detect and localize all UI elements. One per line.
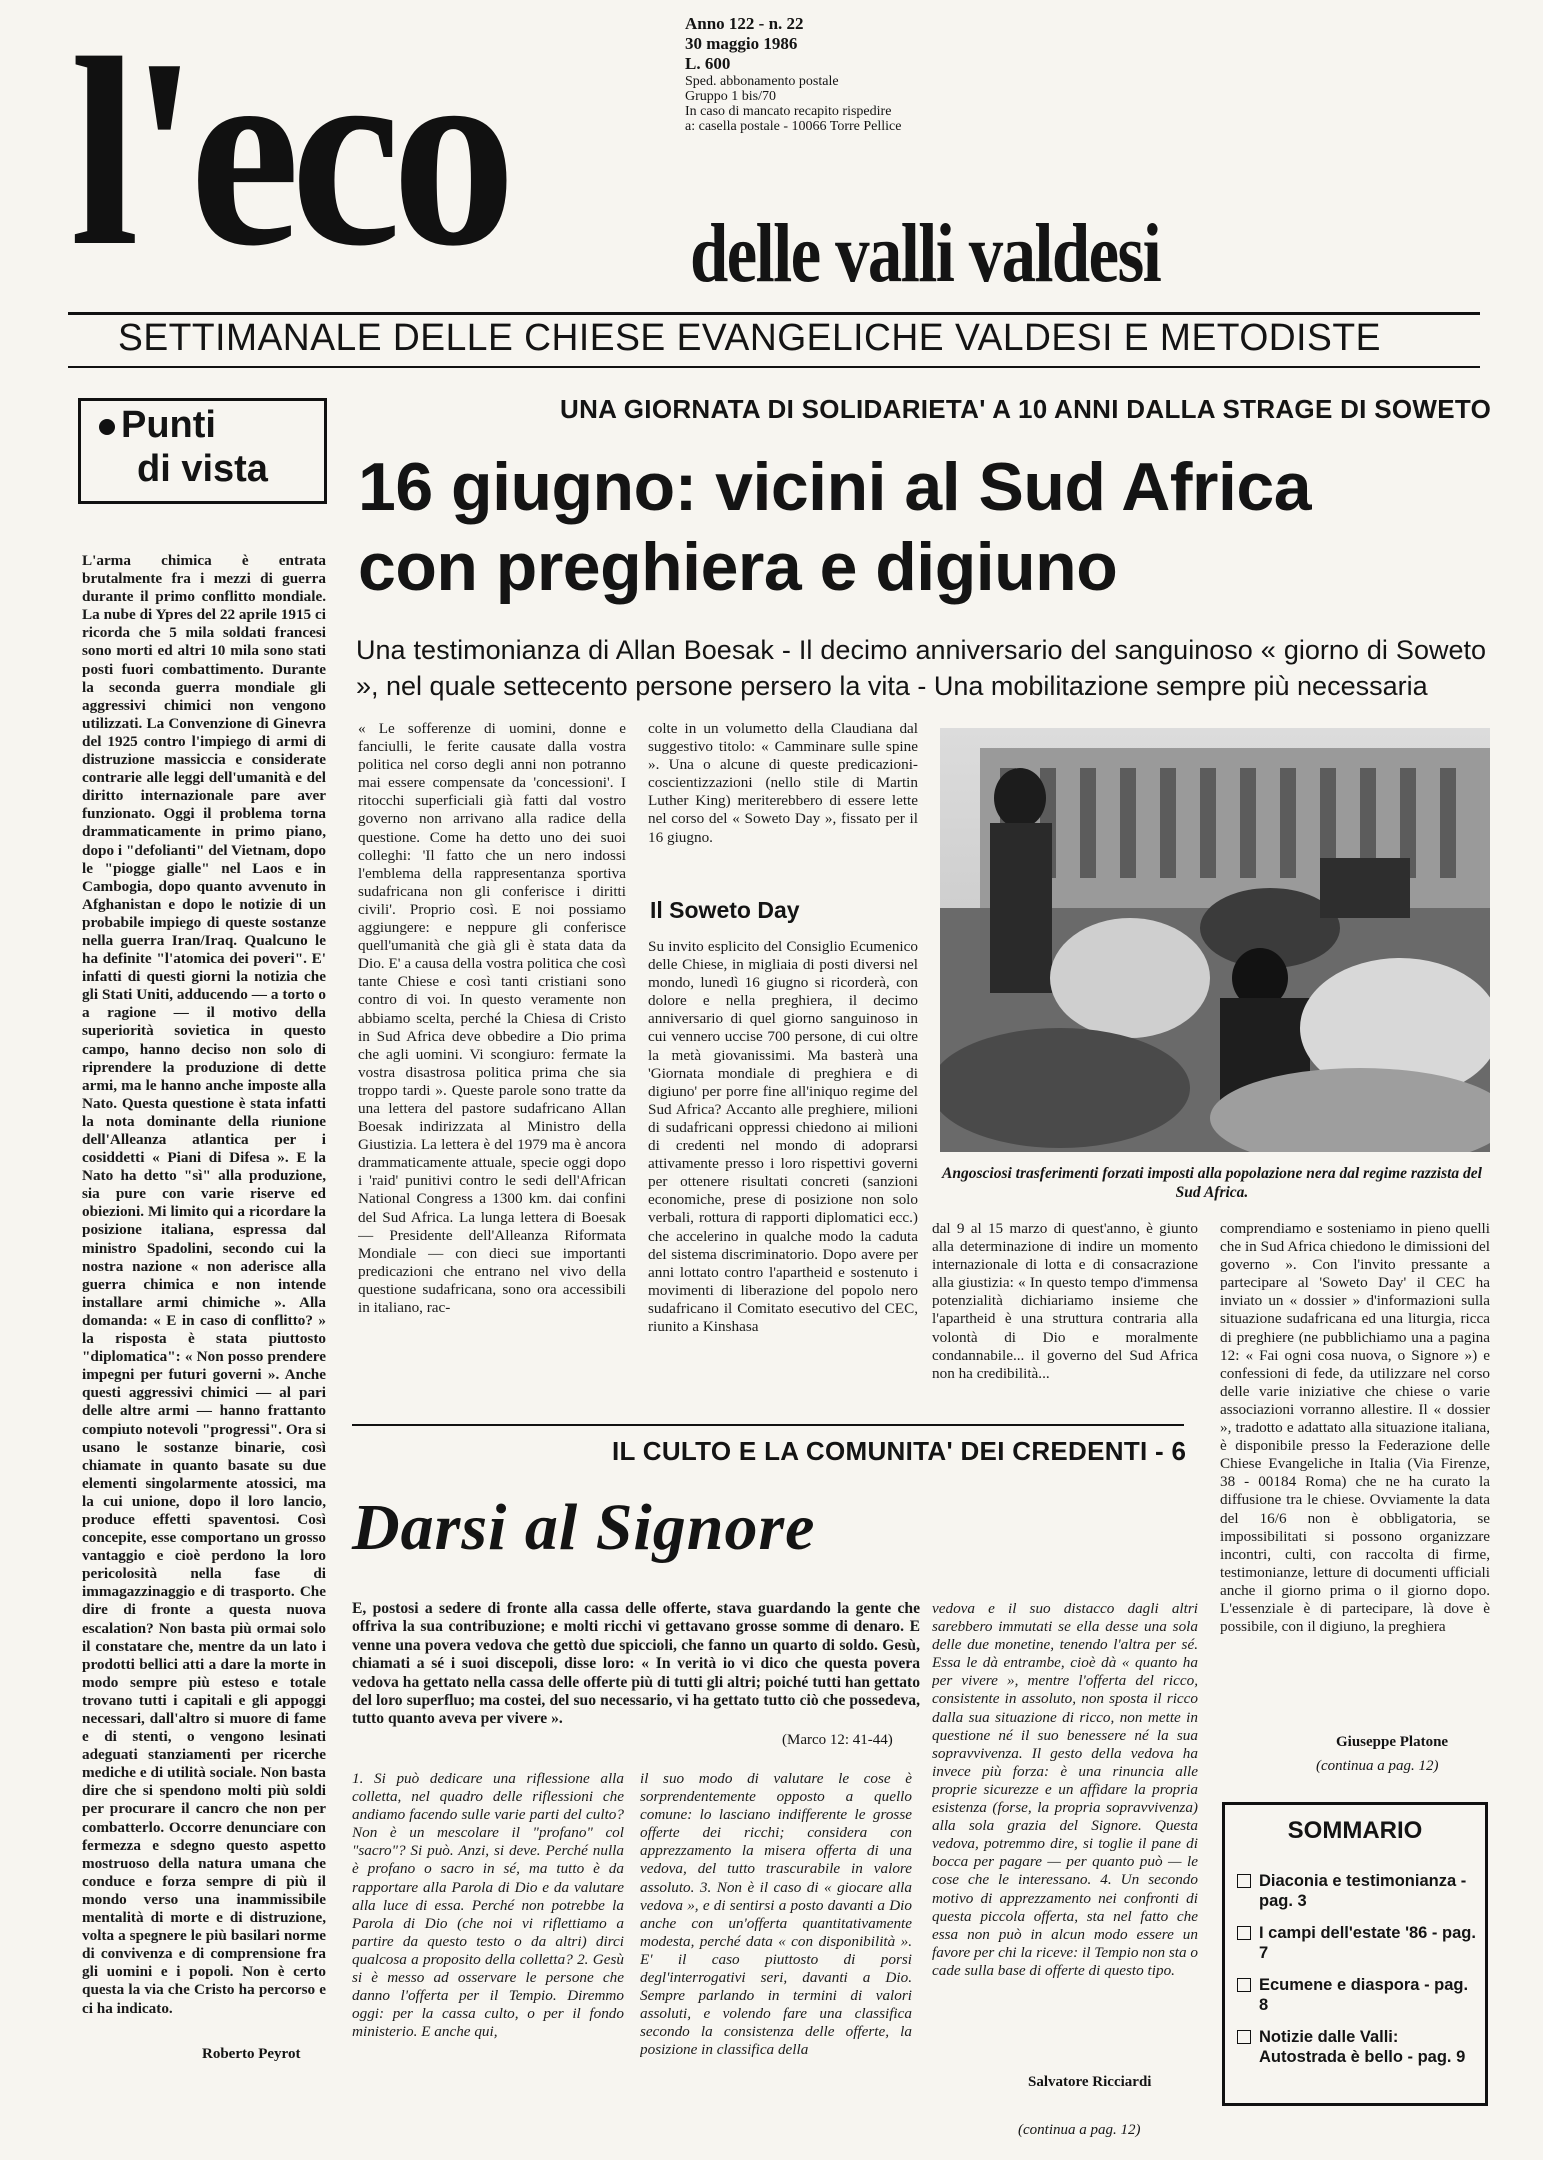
sommario-box [1222,1802,1488,2106]
lead-kicker: UNA GIORNATA DI SOLIDARIETA' A 10 ANNI DALLA STRAGE DI SOWETO [560,394,1492,424]
culto-column-3: vedova e il suo distacco dagli altri sarebbero immutati se ella desse una sola delle due monetine, tenendo l'altra per sé. Essa le dà entrambe, cioè dà « quanto ha per vivere », mentre l'offerta del ricco, consistente in assoluto, non sposta il ricco dalla sua situazione di ricco, non mette in questione né il suo benessere né la sua sopravvivenza. Il gesto della vedova ha invece più forza: è una rinuncia alle proprie sicurezze e un affidare la propria esistenza (forse, la propria sopravvivenza) alla sola grazia del Signore. Questa vedova, potremmo dire, si toglie il pane di bocca per pagare — per quanto può — le cose che le interessano. 4. Un secondo motivo di apprezzamento nei confronti di questa piccola offerta, sta nel fatto che essa non può in alcun modo essere un favore per chi la riceve: il Tempio non sta o cade sulla base di offerte di questo tipo. [932,1600,1198,1979]
culto-continued: (continua a pag. 12) [1018,2122,1141,2138]
lead-column-4: comprendiamo e sosteniamo in pieno quelli che in Sud Africa chiedono le dimissioni del governo ». Con l'invito pressante a partecipare al 'Soweto Day' il CEC ha inviato un « dossier » d'informazioni sulla situazione sudafricana ed una liturgia, ricca di preghiere (ne pubblichiamo una a pagina 12: « Fai ogni cosa nuova, o Signore ») e confessioni di fede, da utilizzare nel corso delle varie iniziative che chiese o varie associazioni vorranno allestire. Il « dossier », tradotto e adattato alla situazione italiana, è disponibile presso la Federazione delle Chiese Evangeliche in Italia (Via Firenze, 38 - 00184 Roma) che ne ha curato la diffusione tra le chiese. Ovviamente la data del 16/6 non è obbligatoria, se impossibilitati si possono organizzare incontri, culti, con raccolta di firme, testimonianze, letture di documenti ufficiali anche il giorno prima o il giorno dopo. L'essenziale è di partecipare, là dove è possibile, con il digiuno, la preghiera [1220,1220,1490,1636]
lead-column-2a: colte in un volumetto della Claudiana dal suggestivo titolo: « Camminare sulle spine ». Una o alcune di queste predicazioni-coscientizzazioni (nello stile di Martin Luther King) meriterebbero di essere lette nel corso del « Soweto Day », fissato per il 16 giugno. [648,720,918,846]
sommario-item-label: Ecumene e diaspora - pag. 8 [1259,1976,1469,2014]
culto-section-title: IL CULTO E LA COMUNITA' DEI CREDENTI - 6 [612,1436,1187,1466]
di-vista-label: di vista [137,448,268,490]
culto-reference: (Marco 12: 41-44) [782,1732,893,1748]
postal-line: Sped. abbonamento postale [685,74,839,89]
lead-signature: Giuseppe Platone [1336,1734,1449,1750]
checkbox-icon [1237,1926,1251,1940]
issue-price: L. 600 [685,54,731,73]
culto-column-1: 1. Si può dedicare una riflessione alla colletta, nel quadro delle riflessioni che andiamo facendo sulle varie parti del culto? Non è un mescolare il "profano" col "sacro"? Si può. Anzi, si deve. Perché nulla è profano o sacro in sé, ma tutto è da rapportare alla Parola di Dio e da valutare alla luce di essa. Perché non potrebbe la Parola di Dio (che noi vi riflettiamo a partire da questo testo o da altri) dirci qualcosa a proposito della colletta? 2. Gesù si è messo ad osservare le persone che danno l'offerta per il Tempio. Diremmo oggi: per la cassa culto, o per il fondo ministerio. E anche qui, [352,1770,624,2041]
bullet-icon [99,419,115,435]
lead-column-3: dal 9 al 15 marzo di quest'anno, è giunto alla determinazione di indire un momento internazionale di lotta e di consacrazione alla giustizia: « In questo tempo d'immensa potenzialità dichiariamo insieme che l'apartheid è una struttura contraria alla volontà di Dio e moralmente condannabile... il governo del Sud Africa non ha credibilità... [932,1220,1198,1382]
checkbox-icon [1237,1978,1251,1992]
lead-subheadline: Una testimonianza di Allan Boesak - Il decimo anniversario del sanguinoso « giorno di Soweto », nel quale settecento persone persero la vita - Una mobilitazione sempre più necessaria [356,635,1486,701]
culto-signature: Salvatore Ricciardi [1028,2074,1152,2090]
masthead-rule [68,312,1480,315]
sommario-item-label: Diaconia e testimonianza - pag. 3 [1259,1872,1467,1910]
postal-line: In caso di mancato recapito rispedire [685,104,892,119]
punti-di-vista-box [78,398,327,504]
issue-info [685,14,901,134]
lead-column-1: « Le sofferenze di uomini, donne e fanciulli, le ferite causate dalla vostra politica nel corso degli anni non potranno mai essere compensate da 'concessioni'. I ritocchi superficiali già fatti dal vostro governo non arrivano alla radice della questione. Come ha detto uno dei suoi colleghi: 'Il fatto che un nero indossi l'emblema della rappresentanza sportiva sudafricana non gli conferisce i diritti civili'. Proprio così. E noi possiamo aggiungere: e neppure gli conferisce quell'umanità che già gli è stata data da Dio. E' a causa della vostra politica che così tante Chiese e così tanti cristiani sono contro di voi. In questo veramente non abbiamo scelta, perché la Chiesa di Cristo in Sud Africa deve obbedire a Dio prima che agli uomini. Vi scongiuro: fermate la vostra disastrosa politica prima che sia troppo tardi ». Queste parole sono tratte da una lettera del pastore sudafricano Allan Boesak indirizzata al Ministro della Giustizia. La lettera è del 1979 ma è ancora drammaticamente attuale, specie oggi dopo i 'raid' punitivi contro le sedi dell'African National Congress a 1300 km. dai confini del Sud Africa. La lunga lettera di Boesak — Presidente dell'Alleanza Riformata Mondiale — con dieci sue importanti predicazioni che entrano nel vivo della questione sudafricana, sono ora accessibili in italiano, rac- [358,720,626,1316]
punti-di-vista-text: L'arma chimica è entrata brutalmente fra i mezzi di guerra durante il primo conflitto mondiale. La nube di Ypres del 22 aprile 1915 ci ricorda che 5 mila soldati francesi sono morti ed altri 10 mila sono stati posti fuori combattimento. Durante la seconda guerra mondiale gli aggressivi chimici non vengono utilizzati. La Convenzione di Ginevra del 1925 contro l'impiego di armi di distruzione massiccia e considerate contrarie alle leggi dell'umanità e del diritto internazionale pare aver funzionato. Oggi il problema torna drammaticamente in primo piano, dopo i "defolianti" del Vietnam, dopo le "piogge gialle" nel Laos e in Cambogia, dopo quanto avvenuto in Afghanistan e dopo le notizie di un probabile impiego di queste sostanze nella guerra Iran/Iraq. Qualcuno le ha definite "l'atomica dei poveri". E' infatti di questi giorni la notizia che gli Stati Uniti, adducendo — a torto o a ragione — il motivo della superiorità sovietica in questo campo, hanno deciso non solo di riprendere la produzione di dette armi, ma le hanno anche imposte alla Nato. Questa questione è stata infatti la nota dominante della riunione dell'Alleanza atlantica per i cosiddetti « Piani di Difesa ». E la Nato ha detto "sì" alla produzione, sia pure con varie riserve ed obiezioni. Mi limito qui a ricordare la posizione italiana, espressa dal ministro Spadolini, secondo cui la nostra nazione « non aderisce alla guerra chimica e non intende installare armi chimiche ». Alla domanda: « E in caso di conflitto? » la risposta è stata piuttosto "diplomatica": « Non posso prendere impegni per futuri governi ». Anche questi aggressivi chimici — al pari delle altre armi — hanno frattanto compiuto notevoli "progressi". Ora si usano le sostanze binarie, così chiamate in quanto basate su due elementi singolarmente atossici, ma la cui unione, dopo il loro lancio, produce effetti spaventosi. Così concepite, esse comportano un grosso vantaggio e cioè perdono la loro pericolosità nella fase di immagazzinaggio e di trasporto. Che dire di fronte a questa nuova escalation? Non basta più ormai solo il constatare che, mentre da un lato i prodotti bellici atti a dare la morte in modo sempre più esteso e totale trovano tutti i capitali e gli appoggi necessari, dall'altro si muore di fame e di stenti, o vengono lesinati adeguati stanziamenti per ricerche mediche e di utilità sociale. Non basta dire che si spendono molti più soldi per procurare il cancro che non per combatterlo. Occorre denunciare con fermezza e sdegno questo aspetto mostruoso della natura umana che conduce e forza sempre di più il mondo verso una inammissibile mentalità di morte e di distruzione, volta a spegnere le più basilari norme di convivenza e di comprensione fra gli uomini e i popoli. Non è certo questa la via che Cristo ha percorso e ci ha indicato. [82,552,326,2017]
masthead-title: l'eco [70,3,507,302]
issue-number: Anno 122 - n. 22 [685,14,804,33]
culto-scripture: E, postosi a sedere di fronte alla cassa delle offerte, stava guardando la gente che offriva la sua contribuzione; e molti ricchi vi gettavano grosse somme di denaro. E venne una povera vedova che gettò due spiccioli, che fanno un quarto di soldo. Gesù, chiamati a sé i suoi discepoli, disse loro: « In verità io vi dico che questa povera vedova ha gettato nella cassa delle offerte più di tutti gli altri; poiché tutti han gettato del loro superfluo; ma costei, del suo necessario, vi ha gettato tutto ciò che possedeva, tutto quanto aveva per vivere ». [352,1600,920,1728]
masthead-rule [68,366,1480,368]
postal-line: Gruppo 1 bis/70 [685,89,776,104]
lead-column-2b: Su invito esplicito del Consiglio Ecumenico delle Chiese, in migliaia di posti diversi nel mondo, lunedì 16 giugno si ricorderà, con dolore e nella preghiera, il decimo anniversario di quel giorno sanguinoso in cui vennero uccise 700 persone, di cui oltre la metà giovanissimi. Ma basterà una 'Giornata mondiale di preghiera e di digiuno' per porre fine all'iniquo regime del Sud Africa? Accanto alle preghiere, milioni di sudafricani oppressi chiedono ai milioni di credenti nel mondo di adoprarsi attivamente presso i loro rispettivi governi per ottenere risultati concreti (sanzioni economiche, prese di posizione non solo verbali, rottura di rapporti diplomatici ecc.) che accelerino in qualche modo la caduta del sistema discriminatorio. Dopo avere per anni lottato contro l'apartheid e sostenuto i movimenti di liberazione del popolo nero sudafricano il Comitato esecutivo del CEC, riunito a Kinshasa [648,938,918,1335]
culto-title: Darsi al Signore [352,1491,816,1564]
news-photo [940,728,1490,1152]
sommario-item-label: I campi dell'estate '86 - pag. 7 [1259,1924,1476,1962]
punti-di-vista-signature: Roberto Peyrot [202,2046,301,2062]
issue-date: 30 maggio 1986 [685,34,798,53]
section-rule [352,1424,1184,1426]
sommario-item-label: Notizie dalle Valli: Autostrada è bello - pag. 9 [1259,2028,1466,2066]
checkbox-icon [1237,2030,1251,2044]
lead-continued: (continua a pag. 12) [1316,1758,1439,1774]
sommario-title: SOMMARIO [1287,1817,1423,1844]
soweto-day-heading: Il Soweto Day [650,897,800,923]
crowd-photo-image [940,728,1490,1152]
checkbox-icon [1237,1874,1251,1888]
lead-headline: 16 giugno: vicini al Sud Africa [358,449,1312,525]
punti-label: Punti [121,404,216,446]
lead-headline: con preghiera e digiuno [358,529,1118,605]
masthead-subtitle: delle valli valdesi [690,207,1161,300]
postal-line: a: casella postale - 10066 Torre Pellice [685,119,902,134]
culto-column-2: il suo modo di valutare le cose è sorprendentemente opposto a quello comune: lo lasciano indifferente le grosse offerte dei ricchi; considera con apprezzamento la misera offerta di una vedova, del tutto trascurabile in valore assoluto. 3. Non è il caso di « giocare alla vedova », e di sentirsi a posto davanti a Dio anche con un'offerta quantitativamente modesta, perché data « con disponibilità ». E' il caso piuttosto di porsi degl'interrogativi seri, davanti a Dio. Sempre parlando in termini di valori assoluti, e volendo fare una classifica secondo la consistenza delle offerte, la posizione in classifica della [640,1770,912,2059]
masthead-tagline: SETTIMANALE DELLE CHIESE EVANGELICHE VALDESI E METODISTE [118,317,1381,359]
photo-caption: Angosciosi trasferimenti forzati imposti alla popolazione nera dal regime razzista del Sud Africa. [942,1165,1482,1201]
